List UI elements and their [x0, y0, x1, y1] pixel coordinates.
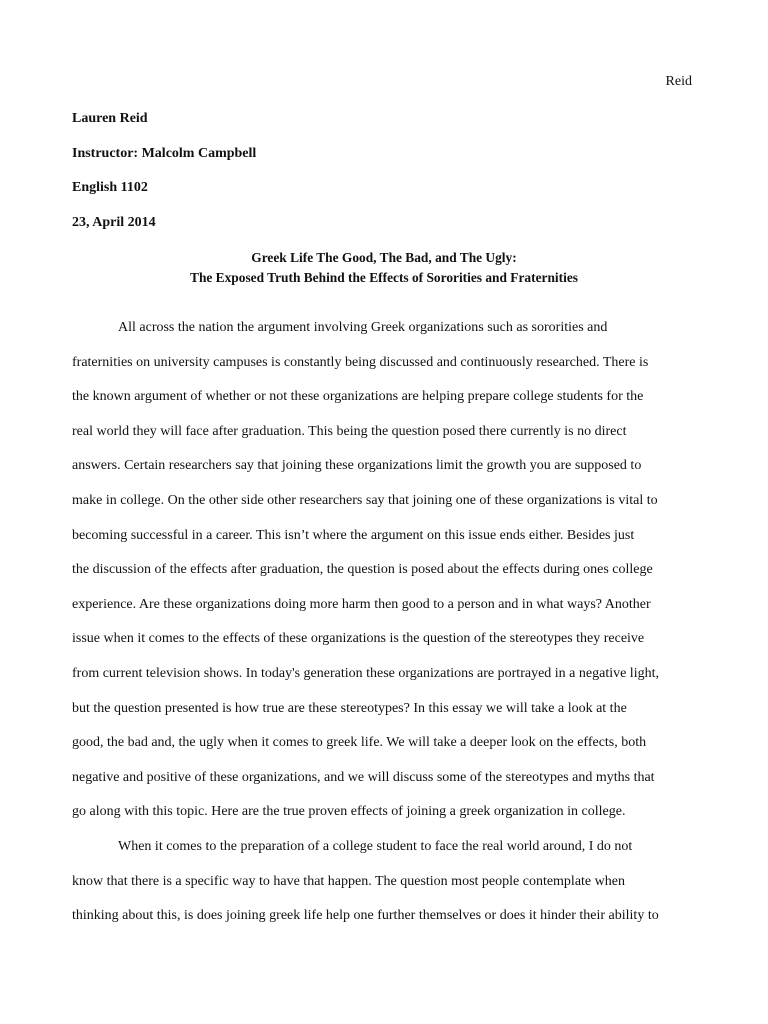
essay-title [72, 248, 696, 288]
body-line: experience. Are these organizations doing more harm then good to a person and in what ways? Another [72, 596, 651, 612]
title-line-2: The Exposed Truth Behind the Effects of Sororities and Fraternities [190, 270, 578, 285]
body-line: When it comes to the preparation of a college student to face the real world around, I do not [118, 838, 633, 854]
body-line: issue when it comes to the effects of these organizations is the question of the stereotypes they receive [72, 631, 645, 647]
body-line: know that there is a specific way to have that happen. The question most people contemplate when [72, 873, 625, 889]
course-name: English 1102 [72, 180, 148, 195]
body-line: the discussion of the effects after graduation, the question is posed about the effects during ones college [72, 562, 653, 578]
body-line: from current television shows. In today's generation these organizations are portrayed in a negative light, [72, 665, 659, 681]
body-line: fraternities on university campuses is constantly being discussed and continuously researched. There is [72, 354, 649, 370]
body-line: but the question presented is how true are these stereotypes? In this essay we will take a look at the [72, 700, 627, 716]
mla-heading [72, 109, 256, 247]
body-line: good, the bad and, the ugly when it comes to greek life. We will take a deeper look on the effects, both [72, 735, 647, 751]
body-line: thinking about this, is does joining greek life help one further themselves or does it hinder their ability to [72, 908, 659, 924]
body-line: make in college. On the other side other researchers say that joining one of these organizations is vital to [72, 492, 658, 508]
body-line: negative and positive of these organizations, and we will discuss some of the stereotypes and myths that [72, 769, 655, 785]
author-name: Lauren Reid [72, 111, 148, 126]
body-line: the known argument of whether or not these organizations are helping prepare college students for the [72, 389, 644, 405]
body-line: real world they will face after graduation. This being the question posed there currently is no direct [72, 423, 627, 439]
running-head: Reid [665, 74, 692, 89]
instructor-name: Instructor: Malcolm Campbell [72, 145, 257, 161]
body-line: becoming successful in a career. This isn’t where the argument on this issue ends either. Besides just [72, 527, 635, 543]
essay-body [72, 318, 659, 941]
title-line-1: Greek Life The Good, The Bad, and The Ugly: [251, 250, 517, 265]
body-line: go along with this topic. Here are the true proven effects of joining a greek organization in college. [72, 804, 626, 820]
body-line: All across the nation the argument involving Greek organizations such as sororities and [118, 320, 608, 335]
date: 23, April 2014 [72, 214, 156, 230]
body-line: answers. Certain researchers say that joining these organizations limit the growth you are supposed to [72, 458, 642, 474]
